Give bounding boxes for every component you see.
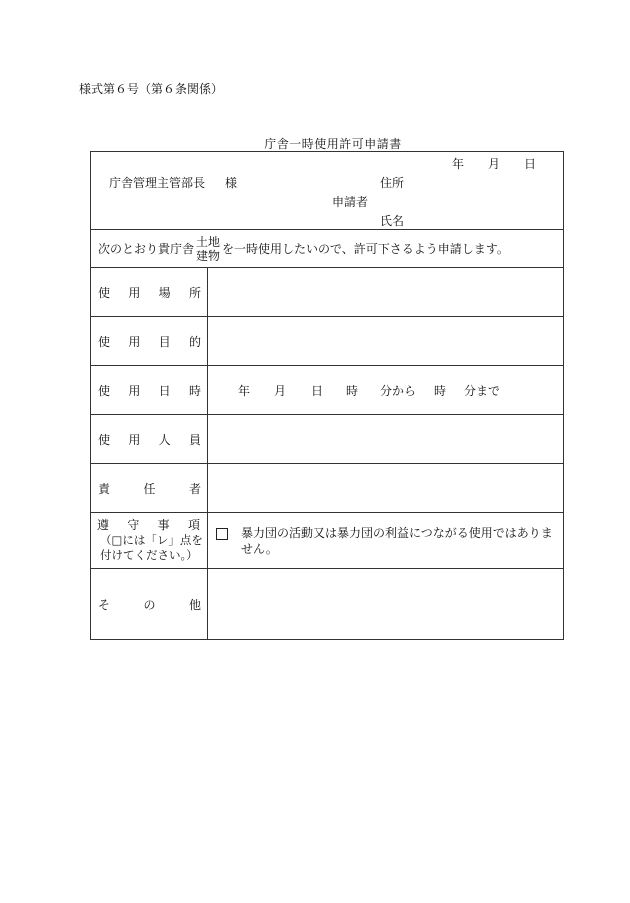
label-char: 使 <box>98 432 111 447</box>
label-compliance <box>91 513 208 569</box>
label-char: 員 <box>188 432 201 447</box>
application-form-table <box>90 151 564 640</box>
label-char: 遵 <box>97 518 110 532</box>
request-statement <box>91 230 564 268</box>
row-place <box>91 268 564 317</box>
label-char: 使 <box>98 383 111 398</box>
label-char: 時 <box>188 383 201 398</box>
label-purpose <box>91 317 208 366</box>
label-char: の <box>143 597 156 612</box>
row-datetime <box>91 366 564 415</box>
date-month: 月 <box>488 157 501 171</box>
request-row <box>91 230 564 268</box>
date-day: 日 <box>524 157 537 171</box>
request-prefix: 次のとおり貴庁舎 <box>98 242 195 256</box>
input-place[interactable] <box>208 268 564 317</box>
label-datetime <box>91 366 208 415</box>
dt-minute-from: 分から <box>380 383 417 398</box>
row-people <box>91 415 564 464</box>
applicant-label: 申請者 <box>332 195 369 209</box>
input-datetime[interactable] <box>208 366 564 415</box>
row-purpose <box>91 317 564 366</box>
label-char: 任 <box>143 481 156 496</box>
label-responsible <box>91 464 208 513</box>
header-row <box>91 152 564 230</box>
label-char: 人 <box>158 432 171 447</box>
land-building-choice <box>196 235 220 263</box>
label-char: 所 <box>188 285 201 300</box>
label-char: 日 <box>158 383 171 398</box>
input-responsible[interactable] <box>208 464 564 513</box>
label-char: 用 <box>128 432 141 447</box>
dt-hour-to: 時 <box>434 383 447 398</box>
name-label: 氏名 <box>380 214 405 228</box>
document-title: 庁舎一時使用許可申請書 <box>264 137 402 151</box>
label-char: 使 <box>98 334 111 349</box>
label-other <box>91 569 208 640</box>
dt-hour: 時 <box>346 383 359 398</box>
dt-year: 年 <box>238 383 251 398</box>
row-responsible <box>91 464 564 513</box>
option-land: 土地 <box>196 234 221 249</box>
label-char: 場 <box>158 285 171 300</box>
compliance-note-line1: （□には「レ」点を <box>100 533 203 547</box>
label-char: 責 <box>98 481 111 496</box>
label-char: 使 <box>98 285 111 300</box>
compliance-statement: 暴力団の活動又は暴力団の利益につながる使用ではありません。 <box>241 525 553 556</box>
dt-day: 日 <box>311 383 324 398</box>
label-char: そ <box>98 597 111 612</box>
label-char: 用 <box>128 334 141 349</box>
label-char: 項 <box>187 518 200 532</box>
label-people <box>91 415 208 464</box>
label-place <box>91 268 208 317</box>
honorific: 様 <box>225 176 238 190</box>
option-building: 建物 <box>196 248 221 263</box>
label-char: 用 <box>128 383 141 398</box>
address-label: 住所 <box>380 176 405 190</box>
date-year: 年 <box>452 157 465 171</box>
request-suffix: を一時使用したいので、許可下さるよう申請します。 <box>222 242 509 256</box>
compliance-statement-cell <box>208 513 564 569</box>
label-char: 守 <box>127 518 140 532</box>
input-other[interactable] <box>208 569 564 640</box>
addressee: 庁舎管理主管部長 <box>109 176 206 190</box>
dt-minute-to: 分まで <box>464 383 501 398</box>
label-char: 的 <box>188 334 201 349</box>
form-number: 様式第６号（第６条関係） <box>79 82 224 96</box>
label-char: 事 <box>157 518 170 532</box>
header-block <box>91 152 564 230</box>
label-char: 者 <box>188 481 201 496</box>
input-purpose[interactable] <box>208 317 564 366</box>
label-char: 他 <box>188 597 201 612</box>
input-people[interactable] <box>208 415 564 464</box>
label-char: 目 <box>158 334 171 349</box>
compliance-note-line2: 付けてください。） <box>100 548 198 562</box>
dt-month: 月 <box>274 383 287 398</box>
label-char: 用 <box>128 285 141 300</box>
row-compliance <box>91 513 564 569</box>
row-other <box>91 569 564 640</box>
compliance-checkbox[interactable] <box>216 528 228 540</box>
